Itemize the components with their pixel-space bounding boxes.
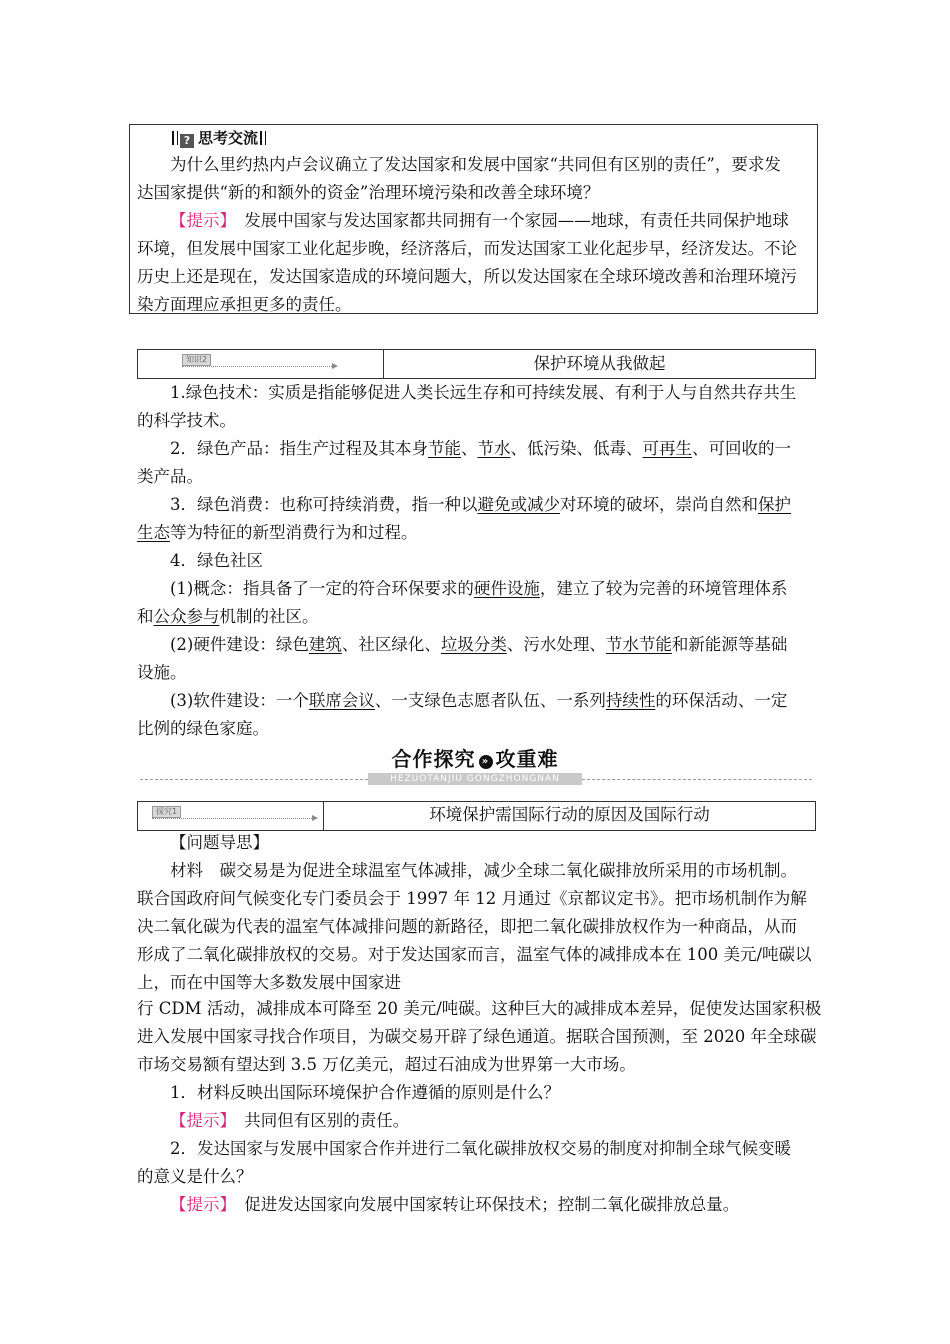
- item-green-product: 2．绿色产品：指生产过程及其本身节能、节水、低污染、低毒、可再生、可回收的一: [170, 439, 791, 458]
- item-community-hardware: 设施。: [137, 663, 187, 682]
- item-community-concept: (1)概念：指具备了一定的符合环保要求的硬件设施，建立了较为完善的环境管理体系: [170, 579, 788, 598]
- answer-1: 【提示】 共同但有区别的责任。: [170, 1111, 410, 1130]
- bar-icon: [260, 131, 266, 145]
- material-line: 市场交易额有望达到 3.5 万亿美元，超过石油成为世界第一大市场。: [137, 1055, 636, 1074]
- question-2: 的意义是什么？: [137, 1167, 253, 1186]
- item-green-consumption: 3．绿色消费：也称可持续消费，指一种以避免或减少对环境的破坏，崇尚自然和保护: [170, 495, 791, 514]
- item-green-tech: 的科学技术。: [137, 411, 236, 430]
- arrow-icon: [332, 363, 338, 369]
- think-exchange-heading: ? 思考交流: [170, 129, 268, 148]
- bar-icon: [172, 131, 178, 145]
- answer-2: 【提示】 促进发达国家向发展中国家转让环保技术；控制二氧化碳排放总量。: [170, 1195, 740, 1214]
- double-arrow-icon: »: [479, 755, 493, 769]
- material-line: 材料 碳交易是为促进全球温室气体减排，减少全球二氧化碳排放所采用的市场机制。: [170, 861, 797, 880]
- question-1: 1．材料反映出国际环境保护合作遵循的原则是什么？: [170, 1083, 560, 1102]
- think-answer-line: 【提示】 发展中国家与发达国家都共同拥有一个家园——地球，有责任共同保护地球: [170, 211, 789, 230]
- item-community-hardware: (2)硬件建设：绿色建筑、社区绿化、垃圾分类、污水处理、节水节能和新能源等基础: [170, 635, 788, 654]
- knowledge-tag: 知识2: [182, 354, 211, 366]
- material-line: 进入发展中国家寻找合作项目，为碳交易开辟了绿色通道。据联合国预测，至 2020 年全球碳: [137, 1027, 817, 1046]
- item-community-software: 比例的绿色家庭。: [137, 719, 269, 738]
- item-green-community: 4．绿色社区: [170, 551, 263, 570]
- section-title: 环境保护需国际行动的原因及国际行动: [429, 805, 710, 824]
- item-green-tech: 1.绿色技术：实质是指能够促进人类长远生存和可持续发展、有利于人与自然共存共生: [170, 383, 797, 402]
- think-answer-line: 染方面理应承担更多的责任。: [137, 295, 352, 314]
- question-icon: ?: [180, 134, 194, 148]
- cooperation-banner-title: 合作探究 » 攻重难: [391, 747, 559, 771]
- material-line: 形成了二氧化碳排放权的交易。对于发达国家而言，温室气体的减排成本在 100 美元/吨碳以: [137, 945, 812, 964]
- section-title: 保护环境从我做起: [533, 354, 666, 373]
- think-answer-line: 历史上还是现在，发达国家造成的环境问题大，所以发达国家在全球环境改善和治理环境污: [137, 267, 797, 286]
- tip-label: 【提示】: [170, 1195, 228, 1214]
- material-line: 上，而在中国等大多数发展中国家进: [137, 973, 401, 992]
- think-question-line: 为什么里约热内卢会议确立了发达国家和发展中国家“共同但有区别的责任”，要求发: [170, 155, 781, 174]
- explore-tag: 探究1: [152, 806, 181, 818]
- tip-label: 【提示】: [170, 1111, 228, 1130]
- item-community-software: (3)软件建设：一个联席会议、一支绿色志愿者队伍、一系列持续性的环保活动、一定: [170, 691, 788, 710]
- item-green-consumption: 生态等为特征的新型消费行为和过程。: [137, 523, 418, 542]
- question-2: 2．发达国家与发展中国家合作并进行二氧化碳排放权交易的制度对抑制全球气候变暖: [170, 1139, 791, 1158]
- arrow-icon: [312, 815, 318, 821]
- cooperation-banner-subtitle: HEZUOTANJIU GONGZHONGNAN: [368, 773, 582, 785]
- material-line: 行 CDM 活动，减排成本可降至 20 美元/吨碳。这种巨大的减排成本差异，促使发达国家积极: [137, 999, 822, 1018]
- think-answer-line: 环境，但发展中国家工业化起步晚，经济落后，而发达国家工业化起步早，经济发达。不论: [137, 239, 797, 258]
- section-explore-1-header: [137, 801, 816, 831]
- tip-label: 【提示】: [170, 211, 228, 230]
- item-green-product: 类产品。: [137, 467, 203, 486]
- material-line: 联合国政府间气候变化专门委员会于 1997 年 12 月通过《京都议定书》。把市场机制作为解: [137, 889, 807, 908]
- guide-heading: 【问题导思】: [170, 833, 269, 852]
- item-community-concept: 和公众参与机制的社区。: [137, 607, 319, 626]
- section-knowledge-2-header: [137, 349, 816, 379]
- material-line: 决二氧化碳为代表的温室气体减排问题的新路径，即把二氧化碳排放权作为一种商品，从而: [137, 917, 797, 936]
- think-question-line: 达国家提供“新的和额外的资金”治理环境污染和改善全球环境？: [137, 183, 600, 202]
